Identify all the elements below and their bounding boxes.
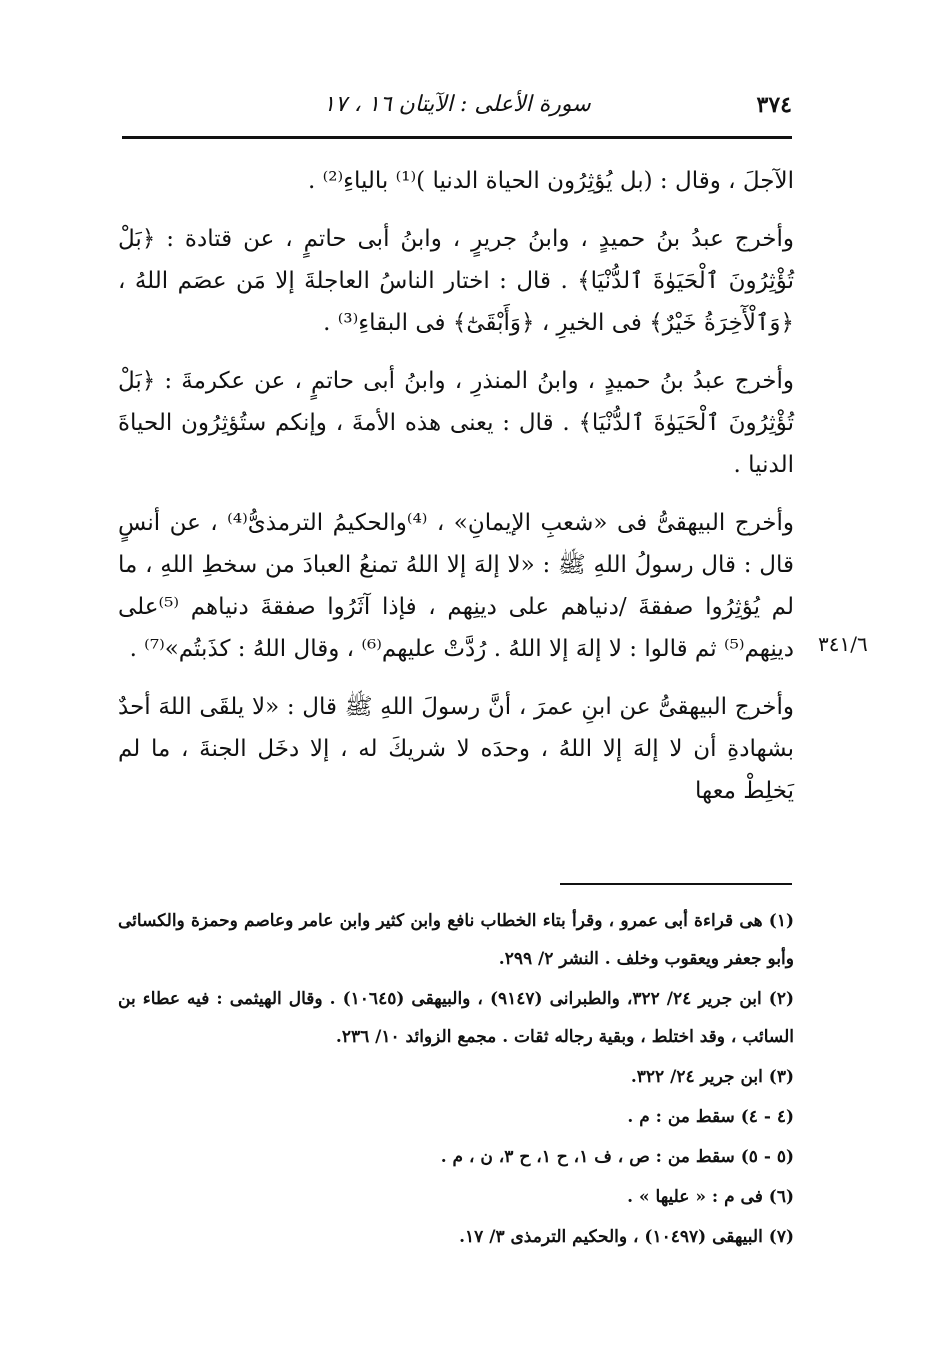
main-text [118, 160, 794, 828]
paragraph: وأخرج عبدُ بنُ حميدٍ ، وابنُ المنذرِ ، وابنُ أبى حاتمٍ ، عن عكرمةَ : ﴿بَلْ تُؤْثِرُونَ ٱلْحَيَوٰةَ ٱلدُّنْيَا﴾ . قال : يعنى هذه الأمةَ ، وإنكم ستُؤثِرُون الحياةَ الدنيا . [118, 368, 794, 478]
footnote: (٢) ابن جرير ٢٤/ ٣٢٢، والطبرانى (٩١٤٧) ، والبيهقى (١٠٦٤٥) . وقال الهيثمى : فيه عطاء بن السائب ، وقد اختلط ، وبقية رجاله ثقات . مجمع الزوائد ١٠/ ٢٣٦. [118, 989, 794, 1047]
running-title: سورة الأعلى : الآيتان ١٦ ، ١٧ [323, 92, 591, 117]
paragraph: وأخرج البيهقىُّ فى «شعبِ الإيمانِ» ، ⁽⁴⁾والحكيمُ الترمذىُّ⁽⁴⁾ ، عن أنسٍ قال : قال رسولُ اللهِ ﷺ : «لا إلهَ إلا اللهُ تمنعُ العبادَ من سخطِ اللهِ ، ما لم يُؤثِرُوا صفقةَ /دنياهم على دينِهم ، فإذا آثَرُوا صفقةَ دنياهم ⁽⁵⁾على دينِهم⁽⁵⁾ ثم قالوا : لا إلهَ إلا اللهُ . رُدَّتْ عليهم⁽⁶⁾ ، وقال اللهُ : كذَبتُم»⁽⁷⁾ . [118, 510, 794, 662]
page-number: ٣٧٤ [756, 92, 792, 118]
page-header [122, 86, 792, 126]
margin-page-reference: ٣٤١/٦ [818, 632, 868, 656]
footnote-separator [560, 883, 792, 885]
header-rule [122, 136, 792, 139]
footnote: (١) هى قراءة أبى عمرو ، وقرأ بتاء الخطاب نافع وابن كثير وابن عامر وعاصم وحمزة والكسائى وأبو جعفر ويعقوب وخلف . النشر ٢/ ٢٩٩. [118, 911, 794, 969]
footnote: (٧) البيهقى (١٠٤٩٧) ، والحكيم الترمذى ٣/ ١٧. [459, 1227, 794, 1247]
paragraph: الآجلَ ، وقال : (بل يُؤثِرُون الحياة الدنيا )⁽¹⁾ بالياءِ⁽²⁾ . [307, 168, 794, 194]
paragraph: وأخرج عبدُ بنُ حميدٍ ، وابنُ جريرٍ ، وابنُ أبى حاتمٍ ، عن قتادة : ﴿بَلْ تُؤْثِرُونَ ٱلْحَيَوٰةَ ٱلدُّنْيَا﴾ . قال : اختار الناسُ العاجلةَ إلا مَن عصَم اللهُ ، ﴿وَٱلْأٓخِرَةُ خَيْرٌ﴾ فى الخيرِ ، ﴿وَأَبْقَىٰٓ﴾ فى البقاءِ⁽³⁾ . [118, 226, 794, 336]
footnote: (٦) فى م : « عليها » . [627, 1187, 794, 1207]
footnote: (٣) ابن جرير ٢٤/ ٣٢٢. [630, 1067, 794, 1087]
footnotes [118, 902, 794, 1258]
footnote: (٤ - ٤) سقط من : م . [627, 1107, 794, 1127]
footnote: (٥ - ٥) سقط من : ص ، ف ١، ح ١، ح ٣، ن ، م . [440, 1147, 794, 1167]
paragraph: وأخرج البيهقىُّ عن ابنِ عمرَ ، أنَّ رسولَ اللهِ ﷺ قال : «لا يلقَى اللهَ أحدٌ بشهادةِ أن لا إلهَ إلا اللهُ ، وحدَه لا شريكَ له ، إلا دخَل الجنةَ ، ما لم يَخلِطْ معها [118, 694, 794, 804]
